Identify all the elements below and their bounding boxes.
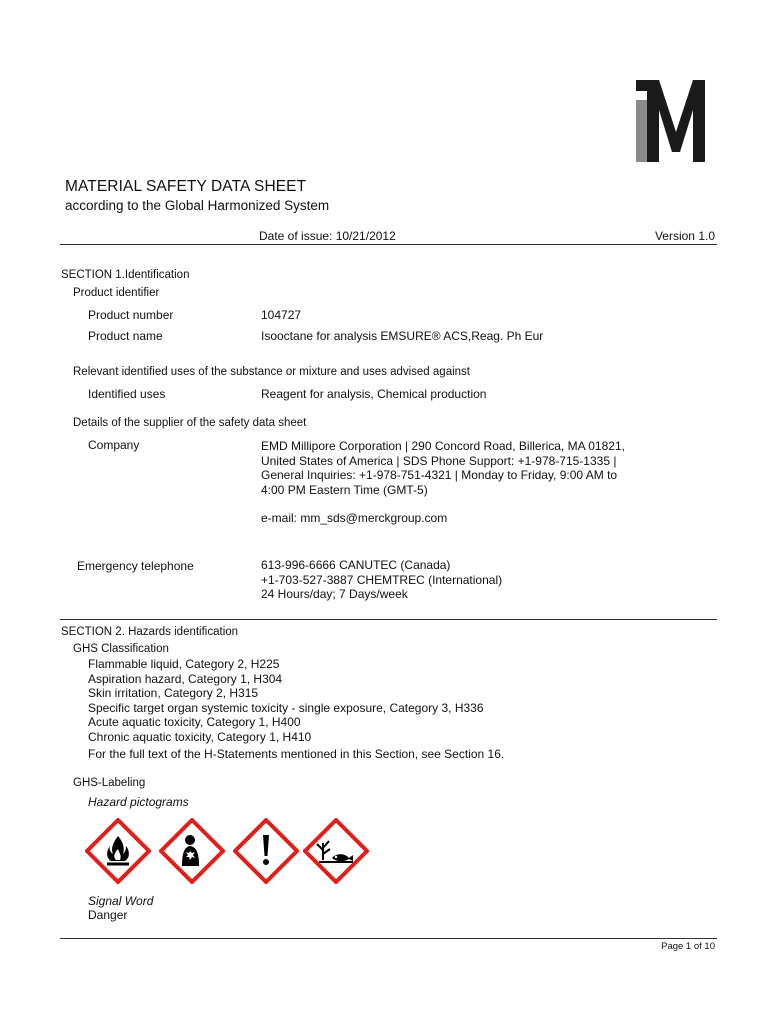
supplier-heading: Details of the supplier of the safety data sheet	[73, 417, 307, 429]
merck-m-logo-icon	[634, 80, 716, 164]
company-line: United States of America | SDS Phone Support: +1-978-715-1335 |	[261, 453, 617, 468]
company-details	[261, 439, 625, 497]
emergency-telephone-details	[261, 558, 502, 602]
document-title: MATERIAL SAFETY DATA SHEET	[65, 178, 307, 195]
emergency-line: 24 Hours/day; 7 Days/week	[261, 587, 408, 601]
ghs-classification-list	[88, 657, 484, 744]
product-number-value: 104727	[261, 308, 302, 322]
product-name-value: Isooctane for analysis EMSURE® ACS,Reag. Ph Eur	[261, 329, 544, 343]
signal-word-label: Signal Word	[88, 894, 154, 908]
product-name-label: Product name	[88, 329, 163, 343]
h-statements-note: For the full text of the H-Statements mentioned in this Section, see Section 16.	[88, 747, 505, 761]
section2-heading: SECTION 2. Hazards identification	[61, 626, 239, 638]
ghs-classification-item: Aspiration hazard, Category 1, H304	[88, 671, 283, 686]
emergency-line: 613-996-6666 CANUTEC (Canada)	[261, 558, 451, 572]
ghs-classification-heading: GHS Classification	[73, 643, 169, 655]
health-hazard-pictogram-icon	[159, 818, 225, 884]
flame-pictogram-icon	[85, 818, 151, 884]
identified-uses-value: Reagent for analysis, Chemical production	[261, 387, 487, 401]
company-line: EMD Millipore Corporation | 290 Concord Road, Billerica, MA 01821,	[261, 439, 625, 453]
ghs-classification-item: Flammable liquid, Category 2, H225	[88, 657, 280, 671]
company-label: Company	[88, 438, 140, 452]
ghs-classification-item: Chronic aquatic toxicity, Category 1, H410	[88, 729, 312, 744]
company-email[interactable]: e-mail: mm_sds@merckgroup.com	[261, 511, 448, 525]
ghs-classification-item: Specific target organ systemic toxicity - single exposure, Category 3, H336	[88, 700, 484, 715]
ghs-classification-item: Acute aquatic toxicity, Category 1, H400	[88, 715, 301, 729]
exclamation-pictogram-icon	[233, 818, 299, 884]
hazard-pictograms-label: Hazard pictograms	[88, 795, 189, 809]
product-number-label: Product number	[88, 308, 174, 322]
emergency-telephone-label: Emergency telephone	[77, 559, 194, 573]
product-identifier-heading: Product identifier	[73, 287, 160, 299]
page-number: Page 1 of 10	[661, 941, 715, 952]
header-divider	[60, 244, 717, 245]
ghs-labeling-heading: GHS-Labeling	[73, 777, 146, 789]
version: Version 1.0	[654, 229, 715, 243]
footer-divider	[60, 938, 717, 939]
section-divider	[60, 619, 717, 620]
document-subtitle: according to the Global Harmonized System	[65, 198, 330, 213]
identified-uses-label: Identified uses	[88, 387, 166, 401]
emergency-line: +1-703-527-3887 CHEMTREC (International)	[261, 572, 503, 587]
ghs-classification-item: Skin irritation, Category 2, H315	[88, 686, 259, 700]
section1-heading: SECTION 1.Identification	[61, 269, 190, 281]
identified-uses-heading: Relevant identified uses of the substance or mixture and uses advised against	[73, 366, 470, 378]
signal-word-value: Danger	[88, 908, 128, 922]
date-of-issue: Date of issue: 10/21/2012	[259, 229, 396, 243]
company-line: 4:00 PM Eastern Time (GMT-5)	[261, 482, 428, 497]
company-line: General Inquiries: +1-978-751-4321 | Monday to Friday, 9:00 AM to	[261, 468, 618, 482]
environment-pictogram-icon	[303, 818, 369, 884]
